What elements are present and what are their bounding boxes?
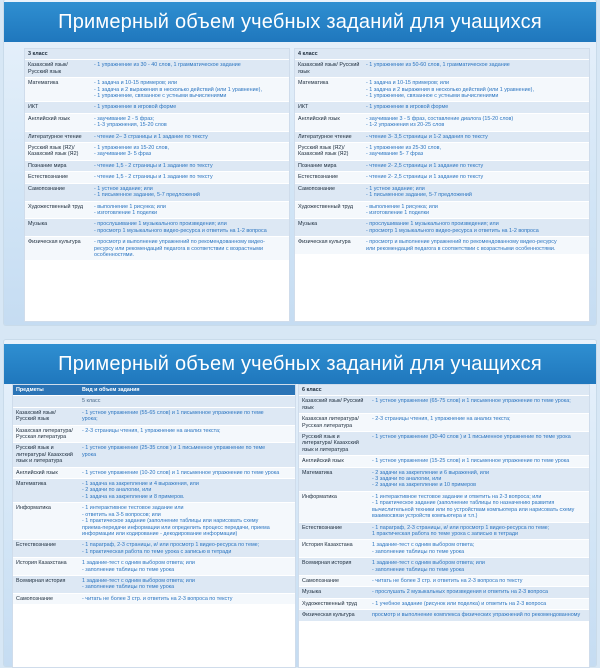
table-row	[295, 102, 589, 113]
subject-cell: Казахский язык/ Русский язык	[299, 396, 369, 414]
subject-cell: Информатика	[299, 491, 369, 522]
banner-bottom	[4, 340, 596, 666]
table-row	[299, 610, 589, 621]
task-line: - 1 упражнение из 30 - 40 слов, 1 грамматическое задание	[94, 62, 241, 69]
table-row	[295, 60, 589, 78]
task-cell	[91, 102, 289, 113]
table-row	[25, 219, 289, 237]
task-line: - просмотр 1 музыкального видео-ресурса и ответить на 1-2 вопроса	[94, 227, 267, 234]
task-cell	[91, 183, 289, 201]
table-row	[25, 102, 289, 113]
task-line: - 1 задача на закрепление и 8 примеров.	[82, 493, 185, 500]
subject-cell: Казахская литература/ Русская литература	[299, 414, 369, 432]
task-cell	[363, 219, 589, 237]
table-row	[25, 113, 289, 131]
task-cell	[79, 540, 295, 558]
task-cell	[369, 540, 589, 558]
task-cell	[363, 160, 589, 171]
task-cell	[369, 598, 589, 609]
subject-cell: Самопознание	[295, 183, 363, 201]
table-row	[13, 479, 295, 503]
task-cell	[369, 414, 589, 432]
task-line: - 1 параграф, 2-3 страницы, и/ или просмотр 1 видео-ресурса по теме;	[82, 542, 260, 549]
task-line: - 1 учебное задание (рисунок или поделка) и ответить на 2-3 вопроса	[372, 600, 547, 607]
subject-cell: Математика	[299, 467, 369, 491]
task-cell	[363, 201, 589, 219]
banner-title: Примерный объем учебных заданий для учащихся	[4, 2, 596, 42]
subject-cell: Английский язык	[295, 113, 363, 131]
table-row	[295, 113, 589, 131]
grade4-table	[295, 49, 589, 255]
subject-cell: Музыка	[25, 219, 91, 237]
subject-cell: Английский язык	[25, 113, 91, 131]
table-row	[299, 396, 589, 414]
table-row	[25, 172, 289, 183]
table-row	[25, 201, 289, 219]
grade-label: 5 класс	[79, 396, 295, 407]
task-line: - 2-3 страницы чтения, 1 упражнение на анализ текста;	[82, 427, 221, 434]
task-cell	[363, 102, 589, 113]
table-row	[295, 143, 589, 161]
task-cell	[91, 172, 289, 183]
task-line: - заучивание 2 - 5 фраз;	[94, 115, 155, 122]
subject-cell: ИКТ	[295, 102, 363, 113]
task-line: - 1 задача на закрепление и 4 выражения, или	[82, 481, 199, 488]
grade-row	[13, 396, 295, 407]
task-line: - чтение 1,5 - 2 страницы и 1 задание по тексту	[94, 162, 213, 169]
grade5-table	[13, 385, 295, 605]
task-line: - 1 задача и 10-15 примеров; или	[94, 80, 178, 87]
task-line: - 1 письменное задание, 5-7 предложений	[366, 192, 472, 199]
task-cell	[369, 432, 589, 456]
task-line: - 2 задачи на закрепление и 10 примеров	[372, 482, 476, 489]
table-row	[295, 219, 589, 237]
table-row	[295, 237, 589, 255]
task-line: - читать не более 3 стр. и ответить на 2-3 вопроса по тексту	[372, 577, 523, 584]
task-line: - 1 устное задание; или	[366, 185, 425, 192]
task-line: особенностями.	[94, 251, 135, 258]
task-cell	[369, 558, 589, 576]
table-row	[299, 432, 589, 456]
subject-cell: Казахский язык/ Русский язык	[13, 407, 79, 425]
task-cell	[91, 78, 289, 102]
task-cell	[91, 237, 289, 261]
task-line: урока	[82, 451, 97, 458]
table-row	[25, 143, 289, 161]
task-line: - 1 устное упражнение (15-25 слов) и 1 письменное упражнение по теме урока	[372, 458, 570, 465]
table-row	[295, 183, 589, 201]
task-line: - 1 упражнение из 25-30 слов,	[366, 145, 441, 152]
task-line: - чтение 2- 2,5 страницы и 1 задание по тексту	[366, 174, 484, 181]
grade3-table	[25, 49, 289, 261]
subject-cell: Русский язык и литература/ Казахский язык и литература	[13, 443, 79, 467]
table-row	[13, 443, 295, 467]
task-line: - выполнение 1 рисунка; или	[94, 203, 166, 210]
task-line: - 3 задачи по аналогии, или	[372, 476, 442, 483]
subject-cell: Литературное чтение	[295, 131, 363, 142]
table-row	[299, 598, 589, 609]
table-row	[13, 503, 295, 540]
subject-cell: Самопознание	[13, 593, 79, 604]
task-cell	[91, 143, 289, 161]
subject-cell: Самопознание	[25, 183, 91, 201]
subject-cell: Познание мира	[295, 160, 363, 171]
task-line: или рекомендаций педагога в соответствии с возрастными особенностями.	[366, 245, 556, 252]
task-line: - заполнение таблицы по теме урока	[82, 566, 175, 573]
task-line: - просмотр и выполнение упражнений по рекомендованному видео-ресурсу	[366, 239, 557, 246]
banner-title-2: Примерный объем учебных заданий для учащихся	[4, 344, 596, 384]
subject-cell: История Казахстана	[299, 540, 369, 558]
task-cell	[79, 407, 295, 425]
task-cell	[363, 172, 589, 183]
table-row	[13, 467, 295, 478]
table-row	[295, 131, 589, 142]
subject-cell: Естествознание	[299, 522, 369, 540]
task-line: - 1 устное упражнение (55-65 слов) и 1 письменное упражнение по теме	[82, 409, 264, 416]
table-row	[25, 160, 289, 171]
task-line: - 1 задача и 10-15 примеров; или	[366, 80, 450, 87]
subject-cell: Казахская литература/Русская литература	[13, 425, 79, 443]
subject-cell: Познание мира	[25, 160, 91, 171]
task-line: ресурсу или рекомендаций педагога в соответствии с возрастными	[94, 245, 264, 252]
task-line: - 1 устное упражнение (30-40 слов ) и 1 письменное упражнение по теме урока	[372, 434, 571, 441]
task-line: - заучивание 3 - 5 фраз, составление диалога (15-20 слов)	[366, 115, 514, 122]
table-row	[299, 414, 589, 432]
task-line: - изготовление 1 поделки	[94, 209, 158, 216]
task-line: - заполнение таблицы по теме урока	[372, 566, 465, 573]
grade-row	[295, 49, 589, 60]
task-line: - заполнение таблицы по теме урока	[372, 548, 465, 555]
table-row	[299, 558, 589, 576]
task-cell	[79, 503, 295, 540]
table-row	[295, 201, 589, 219]
task-line: - читать не более 3 стр. и ответить на 2-3 вопроса по тексту	[82, 595, 233, 602]
task-cell	[369, 467, 589, 491]
task-line: - 1 упражнение из 15-20 слов,	[94, 145, 169, 152]
task-cell	[79, 558, 295, 576]
task-cell	[369, 491, 589, 522]
task-cell	[91, 60, 289, 78]
task-line: - 1 упражнение в игровой форме	[366, 104, 449, 111]
task-cell	[369, 587, 589, 598]
subject-cell: Музыка	[299, 587, 369, 598]
table-row	[13, 575, 295, 593]
task-cell	[363, 78, 589, 102]
grade6-panel	[298, 384, 590, 668]
task-line: - чтение 2- 2,5 страницы и 1 задание по тексту	[366, 162, 484, 169]
task-line: 1 практическая работа по теме урока с записью в тетради	[372, 530, 519, 537]
task-cell	[369, 396, 589, 414]
header-task: Вид и объем задания	[79, 385, 295, 396]
subject-cell: Русский язык и литература/ Казахский язык и литература	[299, 432, 369, 456]
task-cell	[79, 467, 295, 478]
subject-cell: Физическая культура	[295, 237, 363, 255]
table-row	[13, 425, 295, 443]
task-cell	[79, 479, 295, 503]
task-line: урока;	[82, 416, 98, 423]
table-row	[13, 540, 295, 558]
task-cell	[79, 593, 295, 604]
table-row	[25, 237, 289, 261]
task-line: - 1 практическая работа по теме урока с записью в тетради	[82, 548, 232, 555]
subject-cell: Художественный труд	[295, 201, 363, 219]
task-cell	[91, 160, 289, 171]
task-line: - прослушивание 1 музыкального произведения; или	[94, 221, 227, 228]
task-cell	[91, 201, 289, 219]
subject-cell: Физическая культура	[299, 610, 369, 621]
task-cell	[369, 522, 589, 540]
task-line: - изготовление 1 поделки	[366, 209, 430, 216]
subject-cell: Математика	[295, 78, 363, 102]
task-line: - просмотр и выполнение упражнений по рекомендованному видео-	[94, 239, 265, 246]
subject-cell: Математика	[25, 78, 91, 102]
subject-cell: Русский язык (Я2)/ Казахский язык (Я2)	[295, 143, 363, 161]
task-line: - прослушать 2 музыкальных произведения и ответить на 2-3 вопроса	[372, 589, 549, 596]
task-line: просмотр и выполнение комплекса физических упражнений по рекомендованному	[372, 612, 581, 619]
grade-row	[25, 49, 289, 60]
subject-cell: Всемирная история	[299, 558, 369, 576]
task-cell	[363, 183, 589, 201]
table-row	[13, 593, 295, 604]
task-cell	[91, 131, 289, 142]
task-line: приема-передачи информации или определить процесс передачи, приема	[82, 524, 270, 531]
task-line: - 1 параграф, 2-3 страницы, и/ или просмотр 1 видео-ресурса по теме;	[372, 524, 550, 531]
task-line: - чтение 2– 3 страницы и 1 задание по тексту	[94, 133, 208, 140]
task-cell	[91, 113, 289, 131]
task-line: вычислительной техники или по устройствам компьютера или нарисовать схему	[372, 506, 575, 513]
task-line: - чтение 3- 3,5 страницы и 1-2 задания по тексту	[366, 133, 488, 140]
subject-cell: Художественный труд	[299, 598, 369, 609]
table-row	[13, 407, 295, 425]
task-line: - 1 устное упражнение (65-75 слов) и 1 письменное упражнение по теме урока;	[372, 398, 571, 405]
task-line: - заучивание 5- 7 фраз	[366, 151, 424, 158]
task-line: - 1 упражнение, связанное с устными вычислениями	[94, 93, 227, 100]
table-row	[299, 540, 589, 558]
table-row	[25, 131, 289, 142]
grade-label: 4 класс	[295, 49, 589, 60]
table-row	[299, 575, 589, 586]
task-line: - 1 интерактивное тестовое задание или	[82, 505, 184, 512]
grade4-panel	[294, 48, 590, 322]
task-line: - 1 упражнение из 50-60 слов, 1 грамматическое задание	[366, 62, 510, 69]
table-row	[299, 491, 589, 522]
task-line: - просмотр 1 музыкального видео-ресурса и ответить на 1-2 вопроса	[366, 227, 539, 234]
task-line: информации или кодирование - декодирование информации)	[82, 530, 238, 537]
table-row	[295, 172, 589, 183]
table-row	[25, 60, 289, 78]
subject-cell: Английский язык	[299, 456, 369, 467]
banner-top	[4, 0, 596, 325]
subject-cell: Музыка	[295, 219, 363, 237]
subject-cell: Математика	[13, 479, 79, 503]
task-line: - 1 упражнение в игровой форме	[94, 104, 177, 111]
grade-row	[299, 385, 589, 396]
task-line: - 1 письменное задание, 5-7 предложений	[94, 192, 200, 199]
task-line: 1 задание-тест с одним выбором ответа; или	[82, 577, 195, 584]
task-line: 1 задание-тест с одним выбором ответа;	[372, 542, 475, 549]
task-cell	[363, 60, 589, 78]
subject-cell: Естествознание	[25, 172, 91, 183]
table-row	[13, 558, 295, 576]
table-row	[295, 160, 589, 171]
subject-cell: Английский язык	[13, 467, 79, 478]
subject-cell: ИКТ	[25, 102, 91, 113]
subject-cell: Литературное чтение	[25, 131, 91, 142]
task-line: - 1 задача и 2 выражения в несколько действий (или 1 уравнение),	[94, 86, 262, 93]
subject-cell: Самопознание	[299, 575, 369, 586]
task-line: - 1 интерактивное тестовое задание и ответить на 2-3 вопроса; или	[372, 493, 542, 500]
task-line: - 1 задача и 2 выражения в несколько действий (или 1 уравнение),	[366, 86, 534, 93]
task-line: - 1 устное упражнение (25-35 слов ) и 1 письменное упражнение по теме	[82, 445, 266, 452]
task-line: - 2-3 страницы чтения, 1 упражнение на анализ текста;	[372, 416, 511, 423]
task-line: - заучивание 3- 5 фраз	[94, 151, 152, 158]
task-line: - 1-3 упражнения, 15-20 слов	[94, 122, 167, 129]
subject-cell: Физическая культура	[25, 237, 91, 261]
task-line: - 1 устное упражнение (10-20 слов) и 1 письменное упражнение по теме урока	[82, 469, 280, 476]
table-row	[25, 78, 289, 102]
table-row	[299, 456, 589, 467]
subject-cell: Всемирная история	[13, 575, 79, 593]
task-line: взаимосвязи устройств компьютера и т.п.)	[372, 513, 478, 520]
subject-cell: Художественный труд	[25, 201, 91, 219]
grade-label: 3 класс	[25, 49, 289, 60]
table-row	[25, 183, 289, 201]
task-cell	[369, 456, 589, 467]
task-line: - 2 задачи на закрепление и 6 выражений, или	[372, 469, 489, 476]
task-line: - 1 практическое задание (заполнение таблицы или нарисовать схему	[82, 518, 259, 525]
task-cell	[79, 575, 295, 593]
subject-cell: Казахский язык/ Русский язык	[295, 60, 363, 78]
task-line: - заполнение таблицы по теме урока	[82, 584, 175, 591]
subject-cell: Естествознание	[295, 172, 363, 183]
table-row	[299, 467, 589, 491]
task-cell	[363, 113, 589, 131]
subject-cell: Информатика	[13, 503, 79, 540]
table-row	[299, 587, 589, 598]
task-line: - 1 практическое задание (заполнение таблицы по назначению развития	[372, 500, 555, 507]
grade6-table	[299, 385, 589, 622]
subject-cell: Естествознание	[13, 540, 79, 558]
grade-label: 6 класс	[299, 385, 589, 396]
subject-cell: История Казахстана	[13, 558, 79, 576]
task-cell	[363, 131, 589, 142]
header-subject: Предметы	[13, 385, 79, 396]
task-line: - 1 устное задание; или	[94, 185, 153, 192]
grade3-panel	[24, 48, 290, 322]
subject-cell: Казахский язык/ Русский язык	[25, 60, 91, 78]
task-line: - 1-2 упражнения из 20-25 слов	[366, 122, 445, 129]
task-cell	[369, 575, 589, 586]
task-line: - прослушивание 1 музыкального произведения; или	[366, 221, 499, 228]
task-cell	[369, 610, 589, 621]
task-line: - чтение 1,5 - 2 страницы и 1 задание по тексту	[94, 174, 213, 181]
task-line: - ответить на 3-5 вопросов; или	[82, 511, 161, 518]
task-cell	[363, 237, 589, 255]
task-cell	[79, 425, 295, 443]
grade5-panel	[12, 384, 296, 668]
task-line: 1 задание-тест с одним выбором ответа; или	[82, 560, 195, 567]
task-cell	[91, 219, 289, 237]
table-row	[299, 522, 589, 540]
subject-cell: Русский язык (Я2)/ Казахский язык (Я2)	[25, 143, 91, 161]
task-cell	[79, 443, 295, 467]
task-line: - 2 задачи по аналогии, или	[82, 487, 152, 494]
task-line: - 1 упражнение, связанное с устными вычислениями	[366, 93, 499, 100]
table-row	[295, 78, 589, 102]
task-cell	[363, 143, 589, 161]
task-line: - выполнение 1 рисунка; или	[366, 203, 438, 210]
task-line: 1 задание-тест с одним выбором ответа; или	[372, 560, 485, 567]
